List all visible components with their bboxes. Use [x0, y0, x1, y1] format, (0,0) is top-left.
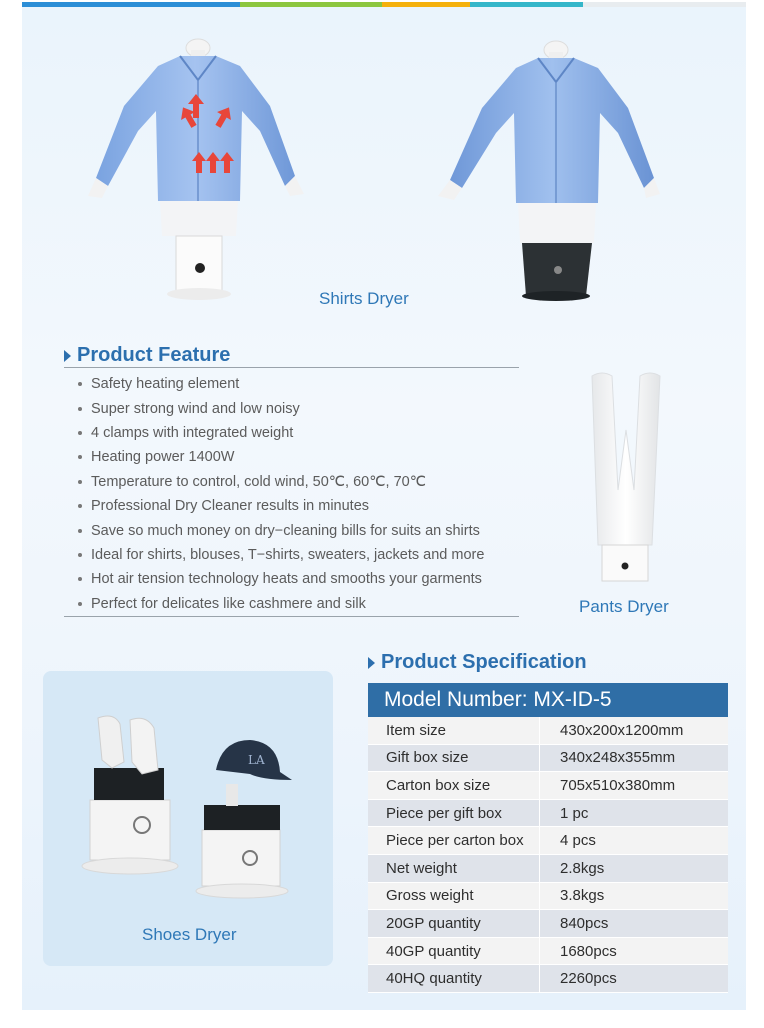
top-bar-teal: [470, 2, 583, 7]
bullet-dot-icon: [78, 431, 82, 435]
shirt-dryer-image-white: [80, 36, 310, 301]
spec-value: 430x200x1200mm: [560, 721, 684, 739]
feature-top-rule: [64, 367, 519, 368]
table-row: [368, 883, 728, 911]
feature-item: [72, 396, 522, 420]
feature-text: Heating power 1400W: [91, 449, 235, 466]
feature-item: [72, 592, 522, 616]
spec-value: 4 pcs: [560, 832, 596, 850]
feature-item: [72, 518, 522, 542]
model-number-header: Model Number: MX-ID-5: [368, 683, 728, 717]
top-bar-yellow: [382, 2, 470, 7]
triangle-bullet-icon: [64, 350, 71, 362]
table-row: [368, 717, 728, 745]
spec-value: 2.8kgs: [560, 859, 605, 877]
bullet-dot-icon: [78, 455, 82, 459]
table-row: [368, 910, 728, 938]
feature-item: [72, 421, 522, 445]
bullet-dot-icon: [78, 480, 82, 484]
spec-value: 705x510x380mm: [560, 776, 676, 794]
svg-text:LA: LA: [248, 753, 265, 767]
feature-item: [72, 372, 522, 396]
bullet-dot-icon: [78, 602, 82, 606]
bullet-dot-icon: [78, 529, 82, 533]
shirts-dryer-caption: Shirts Dryer: [319, 289, 409, 308]
spec-key: 20GP quantity: [368, 910, 540, 937]
feature-bottom-rule: [64, 616, 519, 617]
feature-text: Save so much money on dry−cleaning bills for suits an shirts: [91, 522, 480, 539]
feature-item: [72, 494, 522, 518]
pants-dryer-image: [588, 370, 664, 585]
feature-text: Ideal for shirts, blouses, T−shirts, sweaters, jackets and more: [91, 546, 485, 563]
feature-text: 4 clamps with integrated weight: [91, 424, 294, 441]
specification-table: [368, 683, 728, 993]
table-row: [368, 745, 728, 773]
spec-key: Carton box size: [368, 772, 540, 799]
shoes-dryer-image: [72, 710, 302, 900]
product-feature-heading-text: Product Feature: [77, 344, 231, 366]
pants-dryer-caption: Pants Dryer: [579, 597, 669, 616]
spec-value: 840pcs: [560, 914, 609, 932]
spec-key: 40GP quantity: [368, 938, 540, 965]
top-bar-grey: [583, 2, 746, 7]
feature-list: [72, 372, 522, 616]
table-row: [368, 827, 728, 855]
shirt-dryer-image-black: [432, 38, 662, 303]
table-row: [368, 772, 728, 800]
feature-text: Super strong wind and low noisy: [91, 400, 300, 417]
feature-item: [72, 567, 522, 591]
feature-text: Professional Dry Cleaner results in minutes: [91, 498, 370, 515]
spec-key: Gross weight: [368, 883, 540, 910]
spec-key: Net weight: [368, 855, 540, 882]
feature-text: Hot air tension technology heats and smooths your garments: [91, 571, 482, 588]
feature-item: [72, 470, 522, 494]
feature-item: [72, 445, 522, 469]
top-bar-green: [240, 2, 382, 7]
spec-value: 2260pcs: [560, 970, 617, 988]
product-feature-heading: [64, 344, 230, 367]
bullet-dot-icon: [78, 577, 82, 581]
spec-key: 40HQ quantity: [368, 965, 540, 992]
spec-key: Gift box size: [368, 745, 540, 772]
bullet-dot-icon: [78, 553, 82, 557]
bullet-dot-icon: [78, 504, 82, 508]
feature-text: Safety heating element: [91, 376, 240, 393]
spec-value: 340x248x355mm: [560, 749, 676, 767]
spec-key: Piece per gift box: [368, 800, 540, 827]
spec-key: Piece per carton box: [368, 827, 540, 854]
triangle-bullet-icon: [368, 657, 375, 669]
spec-key: Item size: [368, 717, 540, 744]
product-specification-heading: [368, 651, 587, 674]
spec-value: 3.8kgs: [560, 887, 605, 905]
product-specification-heading-text: Product Specification: [381, 651, 587, 673]
table-row: [368, 855, 728, 883]
table-row: [368, 938, 728, 966]
shoes-dryer-caption: Shoes Dryer: [142, 925, 237, 944]
top-bar-blue: [22, 2, 240, 7]
bullet-dot-icon: [78, 407, 82, 411]
table-row: [368, 800, 728, 828]
table-row: [368, 965, 728, 993]
feature-item: [72, 543, 522, 567]
spec-value: 1 pc: [560, 804, 589, 822]
top-color-bar: [22, 2, 746, 7]
feature-text: Perfect for delicates like cashmere and silk: [91, 595, 366, 612]
spec-value: 1680pcs: [560, 942, 617, 960]
feature-text: Temperature to control, cold wind, 50℃, 60℃, 70℃: [91, 473, 426, 490]
bullet-dot-icon: [78, 382, 82, 386]
